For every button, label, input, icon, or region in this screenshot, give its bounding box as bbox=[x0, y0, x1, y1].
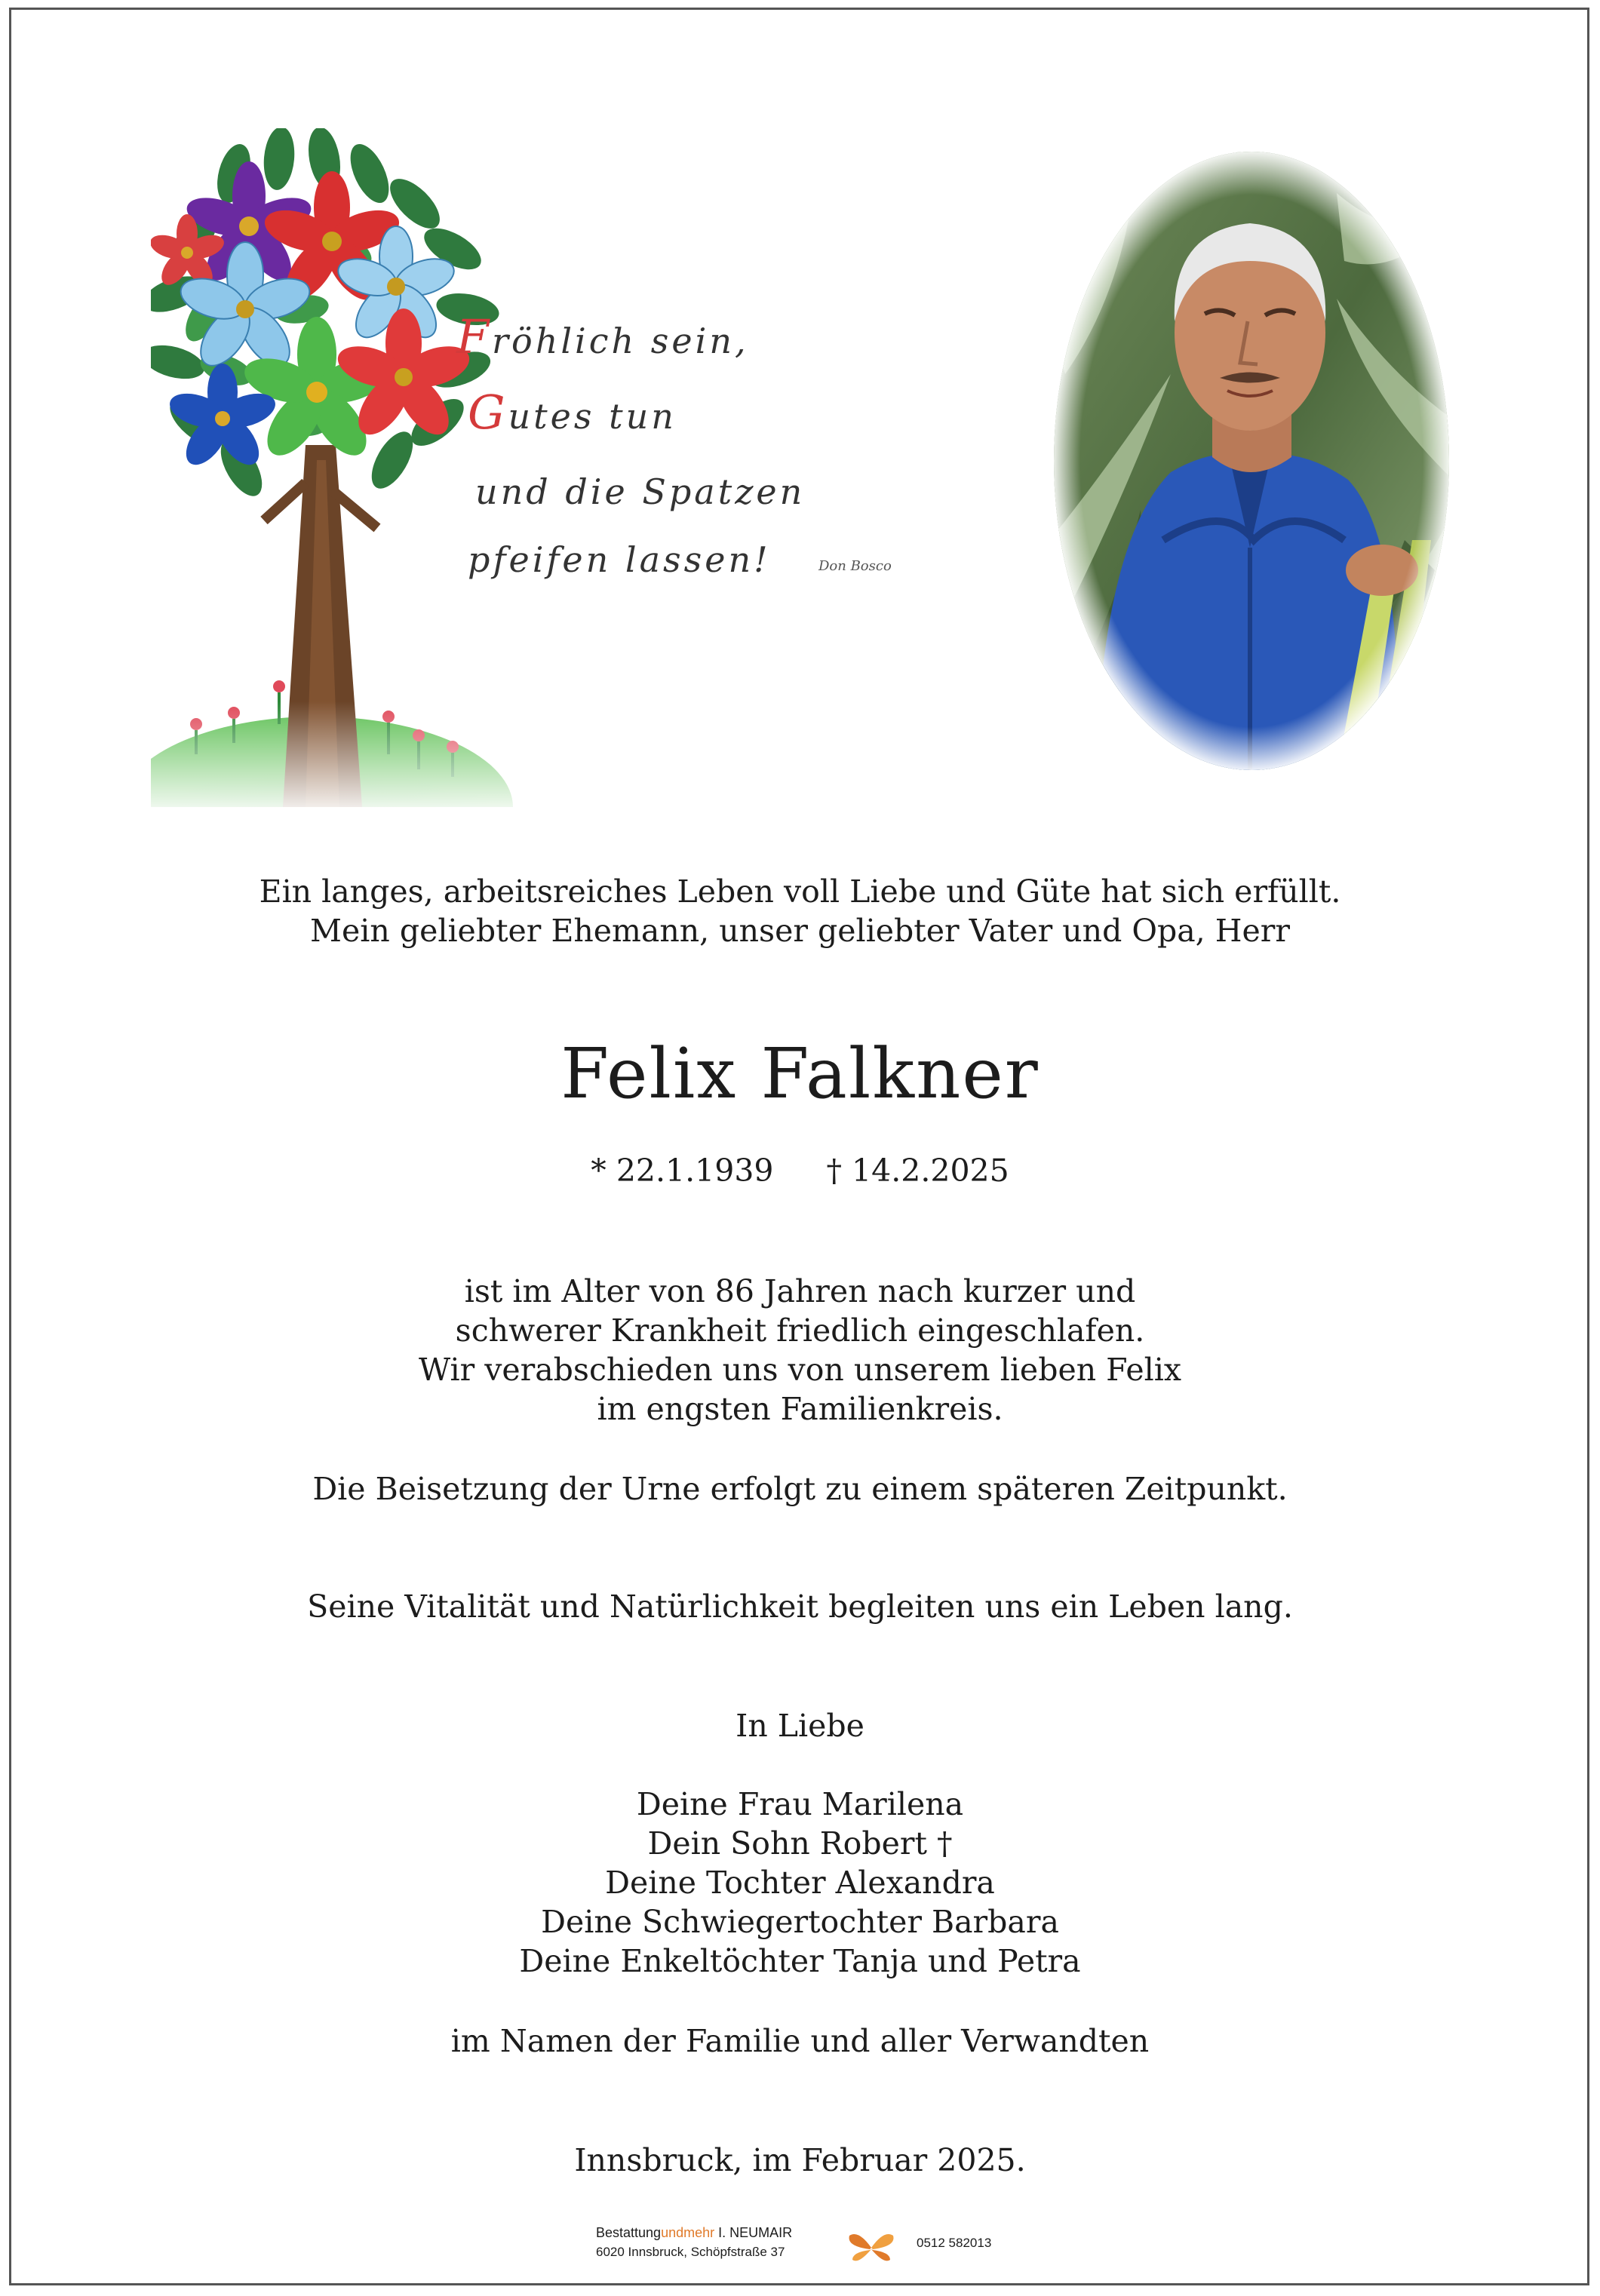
quote-line-2: Gutes tun bbox=[468, 385, 677, 440]
mourner-name: Deine Schwiegertochter Barbara bbox=[541, 1904, 1059, 1940]
tribute-line: Seine Vitalität und Natürlichkeit begleiten uns ein Leben lang. bbox=[307, 1588, 1293, 1625]
message-line-2: schwerer Krankheit friedlich eingeschlafen. bbox=[455, 1312, 1145, 1349]
funeral-home-footer bbox=[596, 2225, 1018, 2270]
portrait-image-icon bbox=[1050, 148, 1453, 774]
message-line-3: Wir verabschieden uns von unserem lieben Felix bbox=[419, 1352, 1181, 1388]
family-line: im Namen der Familie und aller Verwandten bbox=[450, 2023, 1150, 2059]
place-date: Innsbruck, im Februar 2025. bbox=[574, 2142, 1026, 2178]
birth-date: * 22.1.1939 bbox=[591, 1153, 774, 1189]
orange-butterfly-icon bbox=[845, 2225, 898, 2270]
quote-line-4: pfeifen lassen! bbox=[468, 539, 771, 580]
mourner-name: Deine Frau Marilena bbox=[636, 1786, 964, 1822]
deceased-name: Felix Falkner bbox=[560, 1033, 1040, 1114]
quote-line-3: und die Spatzen bbox=[475, 471, 806, 512]
funeral-home-address: 6020 Innsbruck, Schöpfstraße 37 bbox=[596, 2245, 785, 2259]
death-date: † 14.2.2025 bbox=[826, 1153, 1009, 1189]
mourner-name: Deine Enkeltöchter Tanja und Petra bbox=[519, 1943, 1081, 1979]
mourner-name: Dein Sohn Robert † bbox=[647, 1825, 953, 1862]
portrait-photo bbox=[1050, 148, 1453, 774]
funeral-home-phone: 0512 582013 bbox=[917, 2236, 992, 2250]
intro-line-1: Ein langes, arbeitsreiches Leben voll Liebe und Güte hat sich erfüllt. bbox=[259, 873, 1341, 910]
burial-notice: Die Beisetzung der Urne erfolgt zu einem späteren Zeitpunkt. bbox=[312, 1471, 1288, 1507]
quote-line-1: Fröhlich sein, bbox=[456, 309, 749, 364]
funeral-home-name: Bestattungundmehr I. NEUMAIR bbox=[596, 2225, 793, 2240]
intro-line-2: Mein geliebter Ehemann, unser geliebter Vater und Opa, Herr bbox=[310, 913, 1290, 949]
tree-drawing bbox=[151, 128, 920, 807]
closing-line: In Liebe bbox=[736, 1708, 864, 1744]
message-line-1: ist im Alter von 86 Jahren nach kurzer und bbox=[464, 1273, 1136, 1309]
mourner-name: Deine Tochter Alexandra bbox=[605, 1865, 995, 1901]
life-dates bbox=[0, 1153, 1600, 1189]
message-line-4: im engsten Familienkreis. bbox=[597, 1391, 1003, 1427]
quote-signature: Don Bosco bbox=[818, 558, 892, 574]
handwritten-quote bbox=[151, 128, 920, 807]
